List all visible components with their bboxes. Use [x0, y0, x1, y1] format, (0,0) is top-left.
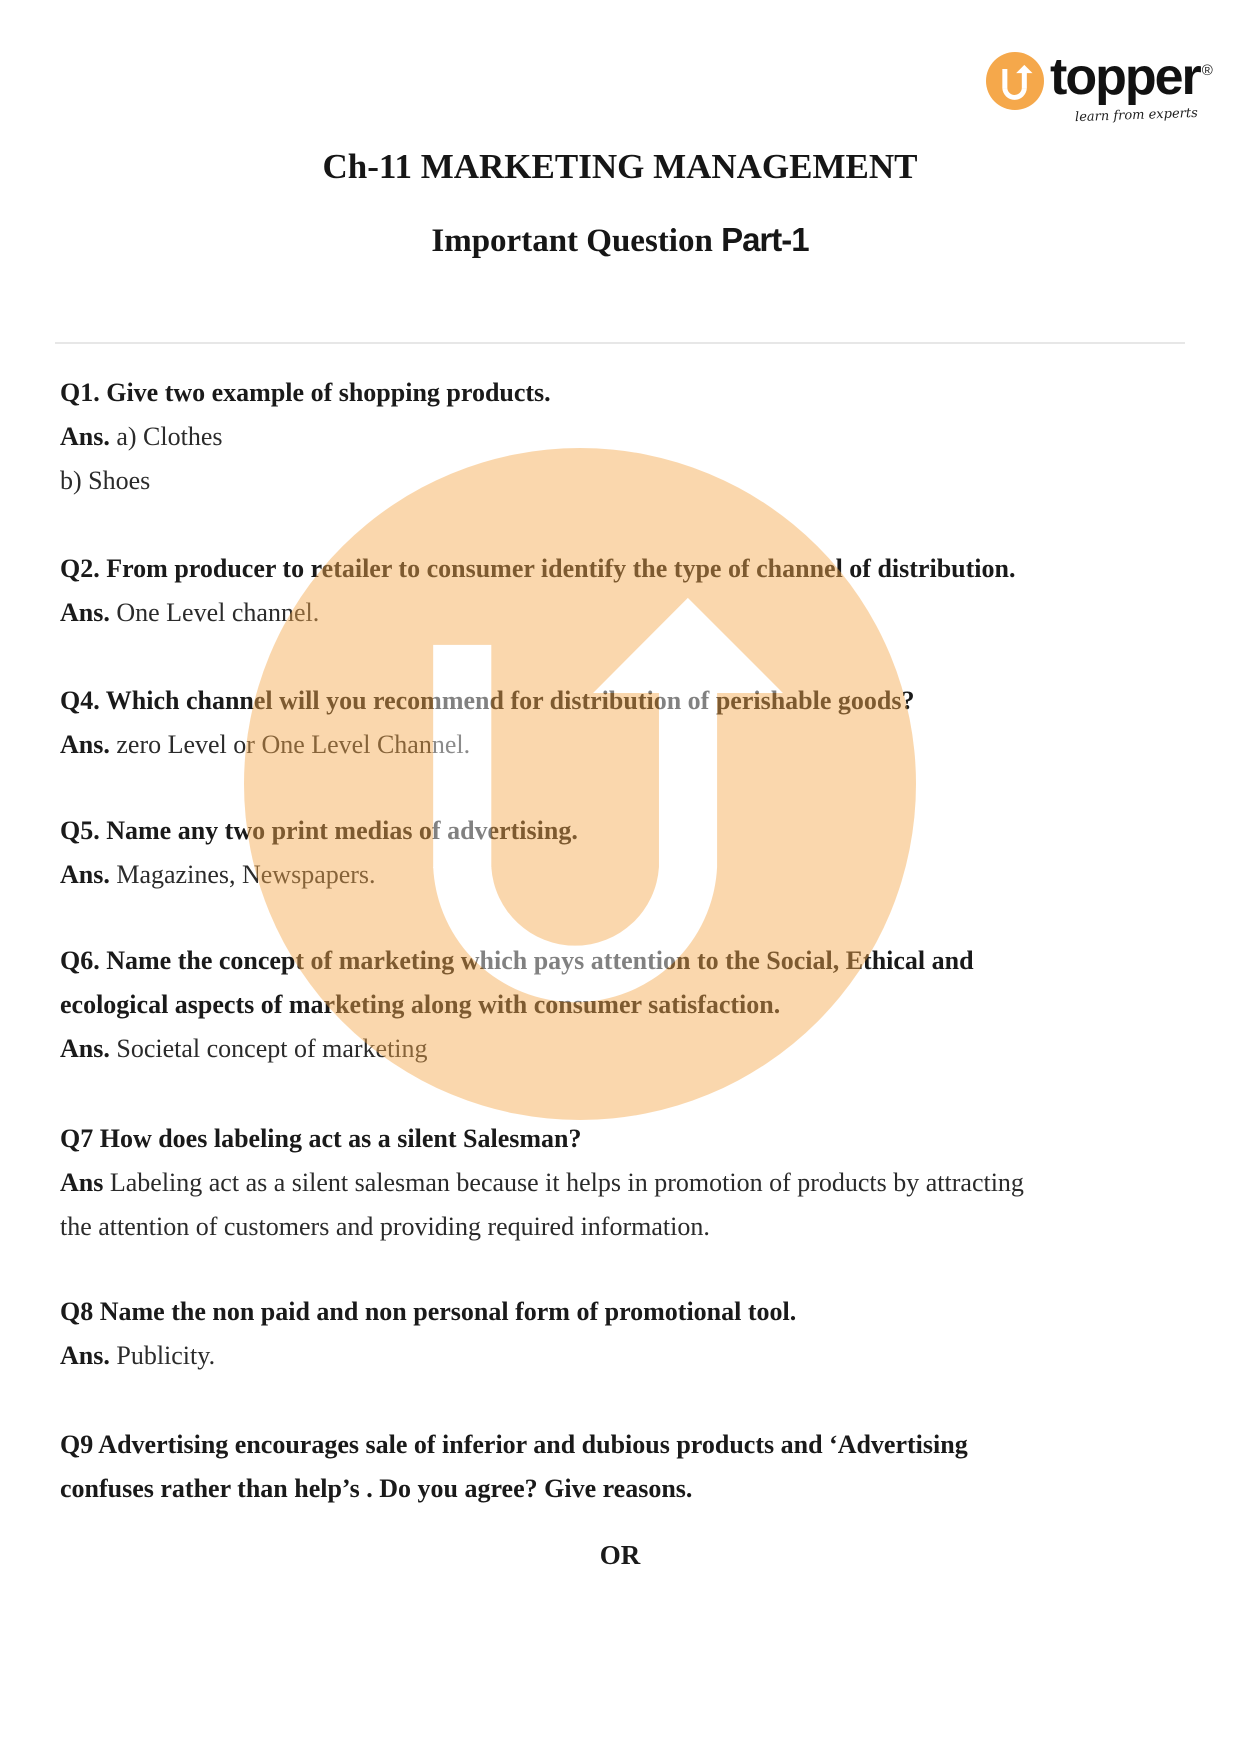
brand-tagline: learn from experts [1074, 105, 1199, 126]
question-line: Q7 How does labeling act as a silent Salesman? [60, 1124, 582, 1153]
answer-line: the attention of customers and providing required information. [60, 1212, 710, 1241]
utopper-logo [986, 48, 1213, 126]
horizontal-divider [55, 342, 1185, 344]
page-title: Ch-11 MARKETING MANAGEMENT [322, 147, 918, 186]
answer-line: Ans. One Level channel. [60, 598, 320, 627]
qa-block-q1 [60, 371, 551, 503]
u-arrow-icon [986, 52, 1044, 110]
page-subtitle: Important Question Part-1 [431, 221, 809, 259]
question-line: Q8 Name the non paid and non personal form of promotional tool. [60, 1297, 797, 1326]
question-line: Q1. Give two example of shopping products. [60, 378, 551, 407]
qa-block-q8 [60, 1290, 796, 1378]
answer-line: Ans. a) Clothes [60, 422, 223, 451]
answer-line: Ans. zero Level or One Level Channel. [60, 730, 471, 759]
or-separator: OR [599, 1540, 641, 1570]
registered-mark: ® [1201, 62, 1213, 79]
question-line: ecological aspects of marketing along with consumer satisfaction. [60, 990, 781, 1019]
answer-line: Ans. Magazines, Newspapers. [60, 860, 376, 889]
answer-line: b) Shoes [60, 466, 151, 495]
qa-block-q6 [60, 939, 974, 1071]
qa-block-q2 [60, 547, 1015, 635]
question-line: confuses rather than help’s . Do you agree? Give reasons. [60, 1474, 693, 1503]
question-line: Q6. Name the concept of marketing which pays attention to the Social, Ethical and [60, 946, 974, 975]
qa-block-q7 [60, 1117, 1024, 1249]
answer-line: Ans. Societal concept of marketing [60, 1034, 428, 1063]
qa-block-q5 [60, 809, 578, 897]
brand-wordmark: topper ® [1050, 48, 1213, 106]
question-line: Q4. Which channel will you recommend for distribution of perishable goods? [60, 686, 915, 715]
qa-block-q4 [60, 679, 914, 767]
qa-block-q9 [60, 1423, 968, 1511]
answer-line: Ans. Publicity. [60, 1341, 216, 1370]
answer-line: Ans Labeling act as a silent salesman because it helps in promotion of products by attracting [60, 1168, 1024, 1197]
question-line: Q9 Advertising encourages sale of inferior and dubious products and ‘Advertising [60, 1430, 968, 1459]
question-line: Q5. Name any two print medias of advertising. [60, 816, 578, 845]
question-line: Q2. From producer to retailer to consumer identify the type of channel of distribution. [60, 554, 1016, 583]
